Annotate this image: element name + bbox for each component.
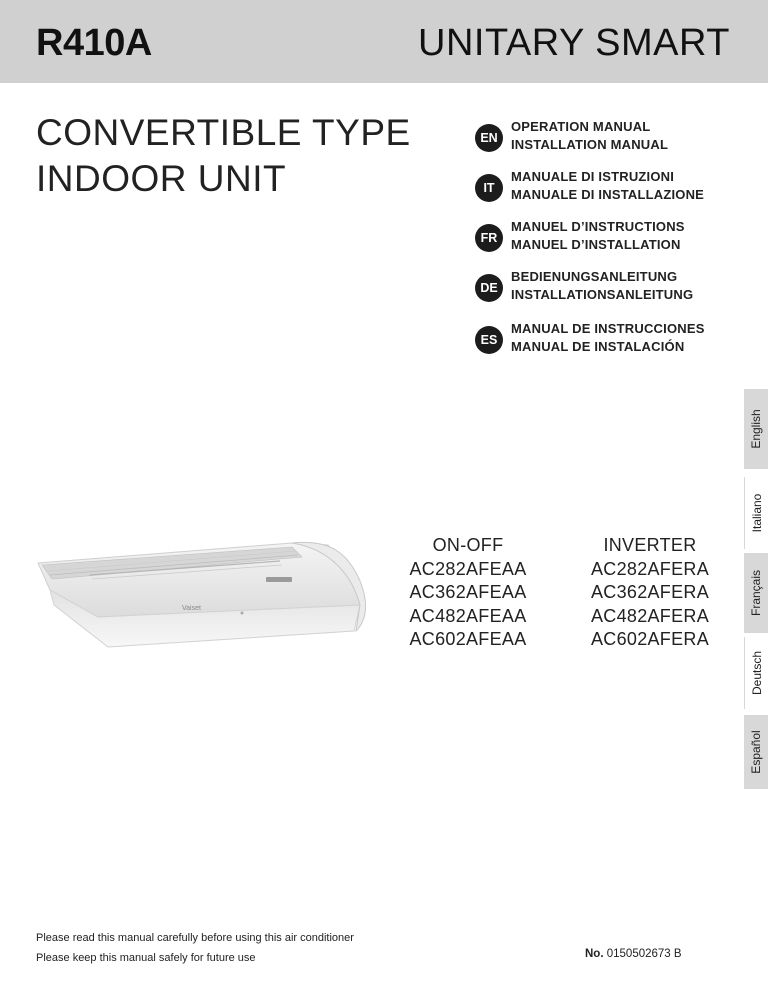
language-side-tabs xyxy=(744,389,768,789)
language-item-it xyxy=(475,168,765,204)
side-tab-label: Deutsch xyxy=(750,650,764,696)
side-tab-label: Français xyxy=(749,569,763,617)
language-titles xyxy=(511,218,685,254)
side-tab-label: Español xyxy=(749,730,763,774)
language-item-de xyxy=(475,268,765,304)
manual-title: BEDIENUNGSANLEITUNG xyxy=(511,269,678,284)
series-title: UNITARY SMART xyxy=(418,22,730,64)
model-code: AC602AFERA xyxy=(590,629,710,649)
model-code: AC482AFEAA xyxy=(409,605,527,626)
language-titles xyxy=(511,320,705,356)
manual-title: INSTALLATIONSANLEITUNG xyxy=(511,287,694,302)
model-code: AC362AFEAA xyxy=(409,582,527,602)
title-line-1: CONVERTIBLE TYPE xyxy=(36,112,411,153)
footer-notes xyxy=(36,928,354,968)
header-band xyxy=(0,0,768,83)
manual-title: MANUEL D’INSTRUCTIONS xyxy=(511,219,685,234)
brand-mark: Vaiset xyxy=(182,605,201,612)
language-badge: FR xyxy=(475,224,503,252)
manual-title: MANUALE DI ISTRUZIONI xyxy=(511,169,675,184)
side-tab-english[interactable] xyxy=(744,389,768,469)
model-code: AC602AFEAA xyxy=(409,629,527,649)
model-heading: ON-OFF xyxy=(432,535,504,555)
language-item-es xyxy=(475,320,765,356)
side-tab-label: English xyxy=(749,409,763,449)
refrigerant-label: R410A xyxy=(36,22,152,64)
side-tab-italiano[interactable] xyxy=(744,477,768,549)
language-item-en xyxy=(475,118,765,154)
indoor-unit-image xyxy=(30,535,372,650)
language-titles xyxy=(511,168,704,204)
manual-title: INSTALLATION MANUAL xyxy=(511,137,669,152)
manual-title: MANUALE DI INSTALLAZIONE xyxy=(511,187,705,202)
side-tab-francais[interactable] xyxy=(744,553,768,633)
manual-title: MANUAL DE INSTALACIÓN xyxy=(511,339,685,354)
on-off-models xyxy=(398,534,538,652)
document-number-value: 0150502673 B xyxy=(606,948,682,960)
model-code: AC282AFERA xyxy=(590,558,710,579)
side-tab-label: Italiano xyxy=(750,493,764,533)
note-keep-manual: Please keep this manual safely for future use xyxy=(36,952,256,964)
inverter-models xyxy=(580,534,720,652)
document-number-label: No. xyxy=(585,948,604,960)
model-heading: INVERTER xyxy=(603,535,697,555)
model-code: AC282AFEAA xyxy=(409,558,527,579)
language-item-fr xyxy=(475,218,765,254)
language-badge: EN xyxy=(475,124,503,152)
model-code: AC482AFERA xyxy=(590,605,710,626)
language-badge: IT xyxy=(475,174,503,202)
model-code: AC362AFERA xyxy=(590,582,710,602)
title-line-2: INDOOR UNIT xyxy=(36,158,287,199)
language-badge: ES xyxy=(475,326,503,354)
language-badge: DE xyxy=(475,274,503,302)
note-read-manual: Please read this manual carefully before using this air conditioner xyxy=(36,932,354,944)
language-titles xyxy=(511,268,693,304)
side-tab-espanol[interactable] xyxy=(744,715,768,789)
side-tab-deutsch[interactable] xyxy=(744,637,768,709)
document-number xyxy=(585,948,682,960)
language-titles xyxy=(511,118,668,154)
document-title xyxy=(36,110,411,202)
manual-title: MANUEL D’INSTALLATION xyxy=(511,237,681,252)
manual-title: OPERATION MANUAL xyxy=(511,119,651,134)
manual-title: MANUAL DE INSTRUCCIONES xyxy=(511,321,705,336)
